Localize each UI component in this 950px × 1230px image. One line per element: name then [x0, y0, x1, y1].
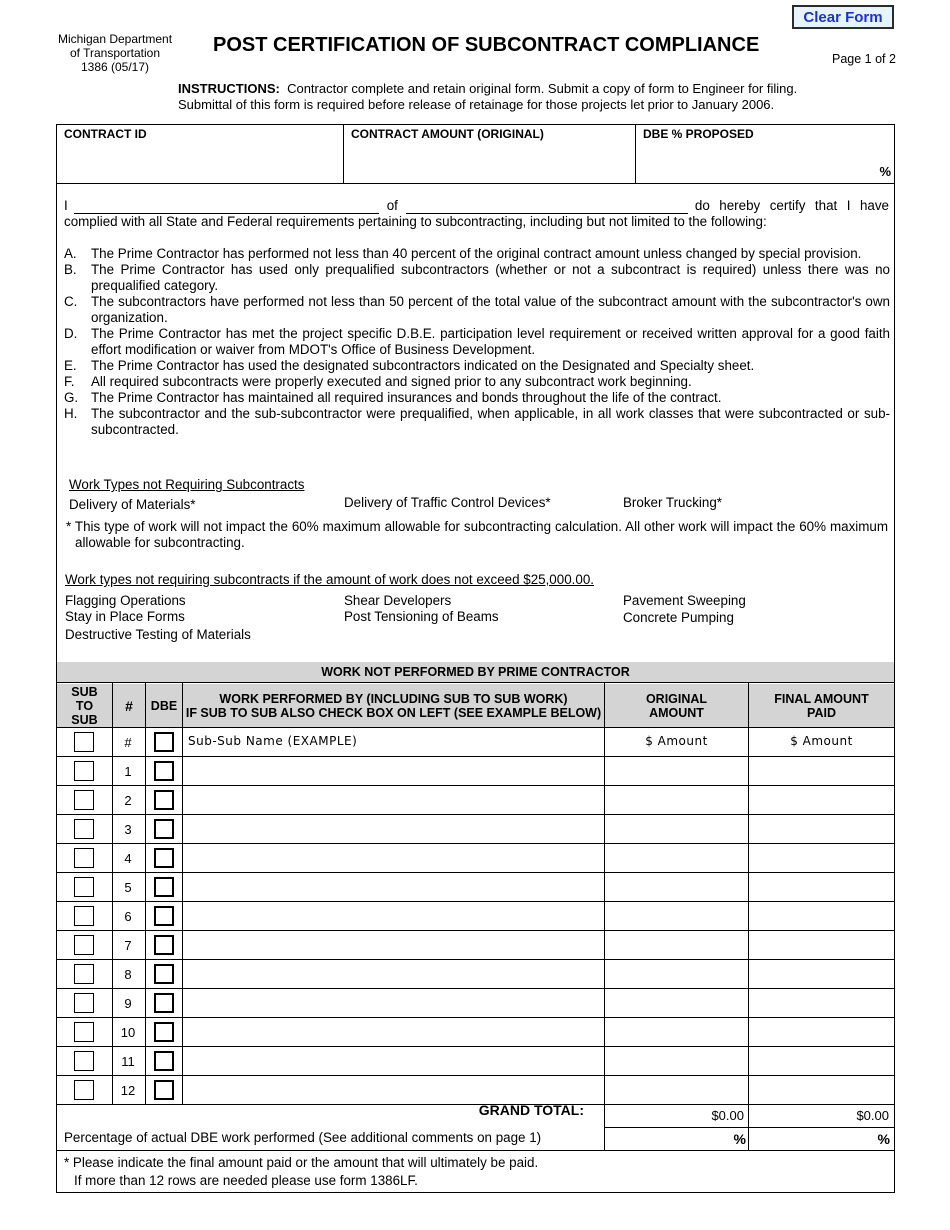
work-performed-field[interactable] — [183, 1018, 604, 1046]
sub-to-sub-checkbox[interactable] — [74, 732, 94, 752]
instructions-label: INSTRUCTIONS: — [178, 81, 280, 96]
work-performed-field[interactable] — [183, 786, 604, 814]
work-performed-field[interactable] — [183, 960, 604, 988]
original-amount-field[interactable] — [605, 902, 748, 930]
work-type-traffic-devices: Delivery of Traffic Control Devices* — [344, 495, 551, 510]
instructions-line-1: Contractor complete and retain original form. Submit a copy of form to Engineer for filing. — [287, 81, 798, 96]
original-amount-field[interactable] — [605, 960, 748, 988]
form-number: 1386 (05/17) — [80, 60, 150, 74]
table-note-1: * Please indicate the final amount paid or the amount that will ultimately be paid. — [64, 1155, 539, 1170]
row-number: 6 — [124, 909, 132, 924]
instructions — [178, 81, 898, 113]
final-amount-field[interactable] — [749, 844, 894, 872]
sub-to-sub-checkbox[interactable] — [74, 848, 94, 868]
department-header — [50, 32, 180, 74]
dbe-percentage-final[interactable]: % — [877, 1131, 890, 1147]
example-sub-name: Sub-Sub Name (EXAMPLE) — [188, 734, 358, 748]
dbe-proposed-field[interactable] — [636, 125, 894, 183]
col-work-performed: WORK PERFORMED BY (INCLUDING SUB TO SUB WORK) IF SUB TO SUB ALSO CHECK BOX ON LEFT (SEE EXAMPLE BELOW) — [183, 684, 604, 727]
dbe-checkbox[interactable] — [154, 877, 174, 897]
work-performed-field[interactable] — [183, 1047, 604, 1075]
dbe-checkbox[interactable] — [154, 964, 174, 984]
contract-amount-label: CONTRACT AMOUNT (ORIGINAL) — [351, 127, 544, 141]
dbe-percentage-original[interactable]: % — [733, 1131, 746, 1147]
original-amount-field[interactable] — [605, 931, 748, 959]
work-performed-field[interactable] — [183, 1076, 604, 1104]
list-item: B. The Prime Contractor has used only prequalified subcontractors (whether or not a subcontract is required) unless there was no prequalified category. — [64, 262, 890, 293]
final-amount-field[interactable] — [749, 1076, 894, 1104]
work-performed-field[interactable] — [183, 815, 604, 843]
work-type-post-tensioning: Post Tensioning of Beams — [344, 609, 499, 624]
requirements-list — [64, 246, 890, 438]
sub-to-sub-checkbox[interactable] — [74, 964, 94, 984]
cert-tail: do hereby certify that I have — [694, 198, 889, 213]
dbe-checkbox[interactable] — [154, 1080, 174, 1100]
sub-to-sub-checkbox[interactable] — [74, 761, 94, 781]
table-notes — [64, 1154, 538, 1190]
col-original-amount: ORIGINAL AMOUNT — [605, 684, 748, 727]
dbe-checkbox[interactable] — [154, 1051, 174, 1071]
final-amount-field[interactable] — [749, 815, 894, 843]
row-number: 8 — [124, 967, 132, 982]
row-number: 10 — [120, 1025, 136, 1040]
table-title: WORK NOT PERFORMED BY PRIME CONTRACTOR — [57, 662, 894, 683]
list-item: H. The subcontractor and the sub-subcontractor were prequalified, when applicable, in all work classes that were subcontracted or sub-subcontracted. — [64, 406, 890, 437]
final-amount-field[interactable] — [749, 1047, 894, 1075]
sub-to-sub-checkbox[interactable] — [74, 993, 94, 1013]
dbe-checkbox[interactable] — [154, 790, 174, 810]
row-number: 9 — [124, 996, 132, 1011]
col-final-amount: FINAL AMOUNT PAID — [749, 684, 894, 727]
sub-to-sub-checkbox[interactable] — [74, 935, 94, 955]
cert-line-2: complied with all State and Federal requirements pertaining to subcontracting, including but not limited to the following: — [64, 214, 767, 229]
row-number: 7 — [124, 938, 132, 953]
row-number: # — [124, 735, 132, 750]
work-table — [56, 662, 895, 1193]
sub-to-sub-checkbox[interactable] — [74, 877, 94, 897]
clear-form-button[interactable]: Clear Form — [792, 5, 894, 29]
list-item: G. The Prime Contractor has maintained all required insurances and bonds throughout the life of the contract. — [64, 390, 722, 405]
work-performed-field[interactable] — [183, 757, 604, 785]
work-type-flagging: Flagging Operations — [65, 593, 186, 608]
grand-total-final: $0.00 — [856, 1108, 889, 1123]
original-amount-field[interactable] — [605, 1018, 748, 1046]
dbe-checkbox[interactable] — [154, 819, 174, 839]
cert-i: I — [64, 198, 68, 213]
sub-to-sub-checkbox[interactable] — [74, 790, 94, 810]
dept-line-2: of Transportation — [69, 46, 161, 60]
original-amount-field[interactable] — [605, 815, 748, 843]
contract-amount-field[interactable] — [344, 125, 635, 183]
work-type-stay-in-place: Stay in Place Forms — [65, 609, 185, 624]
final-amount-field[interactable] — [749, 873, 894, 901]
certifier-name-field[interactable] — [74, 200, 379, 214]
dbe-checkbox[interactable] — [154, 732, 174, 752]
final-amount-field[interactable] — [749, 1018, 894, 1046]
cert-of: of — [386, 198, 398, 213]
list-item: F. All required subcontracts were properly executed and signed prior to any subcontract work beginning. — [64, 374, 692, 389]
work-performed-field[interactable] — [183, 844, 604, 872]
row-number: 11 — [121, 1054, 135, 1069]
final-amount-field[interactable] — [749, 989, 894, 1017]
sub-to-sub-checkbox[interactable] — [74, 1051, 94, 1071]
contract-id-label: CONTRACT ID — [64, 127, 147, 141]
original-amount-field[interactable] — [605, 1076, 748, 1104]
col-sub-to-sub: SUB TO SUB — [57, 684, 112, 727]
original-amount-field[interactable] — [605, 786, 748, 814]
example-original-amount: $ Amount — [645, 734, 708, 748]
certification-statement — [64, 198, 889, 230]
final-amount-field[interactable] — [749, 902, 894, 930]
col-number: # — [113, 684, 145, 727]
dbe-percent-sign: % — [879, 164, 891, 179]
row-number: 12 — [120, 1083, 136, 1098]
final-amount-field[interactable] — [749, 757, 894, 785]
final-amount-field[interactable] — [749, 960, 894, 988]
work-type-delivery-materials: Delivery of Materials* — [69, 497, 196, 512]
company-name-field[interactable] — [406, 200, 688, 214]
dbe-checkbox[interactable] — [154, 1022, 174, 1042]
sub-to-sub-checkbox[interactable] — [74, 819, 94, 839]
original-amount-field[interactable] — [605, 1047, 748, 1075]
list-item: E. The Prime Contractor has used the designated subcontractors indicated on the Designated and Specialty sheet. — [64, 358, 755, 373]
work-performed-field[interactable] — [183, 873, 604, 901]
original-amount-field[interactable] — [605, 757, 748, 785]
work-type-shear-developers: Shear Developers — [344, 593, 452, 608]
dbe-checkbox[interactable] — [154, 906, 174, 926]
dbe-checkbox[interactable] — [154, 848, 174, 868]
work-type-destructive-testing: Destructive Testing of Materials — [65, 627, 251, 642]
row-number: 3 — [124, 822, 132, 837]
final-amount-field[interactable] — [749, 786, 894, 814]
table-note-2: If more than 12 rows are needed please use form 1386LF. — [74, 1173, 418, 1188]
work-performed-field[interactable] — [183, 989, 604, 1017]
contract-id-field[interactable] — [57, 125, 343, 183]
work-type-pavement-sweeping: Pavement Sweeping — [623, 593, 746, 608]
work-type-broker-trucking: Broker Trucking* — [623, 495, 722, 510]
work-types-limit-heading: Work types not requiring subcontracts if the amount of work does not exceed $25,000.00. — [65, 572, 594, 587]
final-amount-field[interactable] — [749, 931, 894, 959]
original-amount-field[interactable] — [605, 844, 748, 872]
row-number: 1 — [124, 764, 132, 779]
work-types-heading: Work Types not Requiring Subcontracts — [69, 477, 305, 492]
page-number: Page 1 of 2 — [832, 52, 896, 66]
work-types-note: * This type of work will not impact the 60% maximum allowable for subcontracting calculation. All other work will impact the 60% maximum allowable for subcontracting. — [66, 519, 888, 550]
list-item: D. The Prime Contractor has met the project specific D.B.E. participation level requirement or received written approval for a good faith effort modification or waiver from MDOT's Office of Business Development. — [64, 326, 890, 357]
sub-to-sub-checkbox[interactable] — [74, 906, 94, 926]
row-number: 5 — [124, 880, 132, 895]
work-performed-field[interactable] — [183, 931, 604, 959]
grand-total-original: $0.00 — [711, 1108, 744, 1123]
grand-total-label: GRAND TOTAL: — [478, 1102, 584, 1118]
original-amount-field[interactable] — [605, 873, 748, 901]
form-title: POST CERTIFICATION OF SUBCONTRACT COMPLIANCE — [213, 34, 760, 56]
dept-line-1: Michigan Department — [57, 32, 173, 46]
instructions-line-2: Submittal of this form is required before release of retainage for those projects let prior to January 2006. — [178, 97, 775, 112]
dbe-percentage-label: Percentage of actual DBE work performed (See additional comments on page 1) — [64, 1130, 542, 1145]
original-amount-field[interactable] — [605, 989, 748, 1017]
dbe-checkbox[interactable] — [154, 993, 174, 1013]
dbe-checkbox[interactable] — [154, 761, 174, 781]
list-item: A. The Prime Contractor has performed not less than 40 percent of the original contract amount unless changed by special provision. — [64, 246, 862, 261]
sub-to-sub-checkbox[interactable] — [74, 1080, 94, 1100]
work-performed-field[interactable] — [183, 902, 604, 930]
work-type-concrete-pumping: Concrete Pumping — [623, 610, 734, 625]
example-final-amount: $ Amount — [790, 734, 853, 748]
col-dbe: DBE — [146, 684, 182, 727]
dbe-proposed-label: DBE % PROPOSED — [643, 127, 754, 141]
row-number: 4 — [124, 851, 132, 866]
list-item: C. The subcontractors have performed not less than 50 percent of the total value of the subcontract amount with the subcontractor's own organization. — [64, 294, 890, 325]
dbe-checkbox[interactable] — [154, 935, 174, 955]
row-number: 2 — [124, 793, 132, 808]
sub-to-sub-checkbox[interactable] — [74, 1022, 94, 1042]
